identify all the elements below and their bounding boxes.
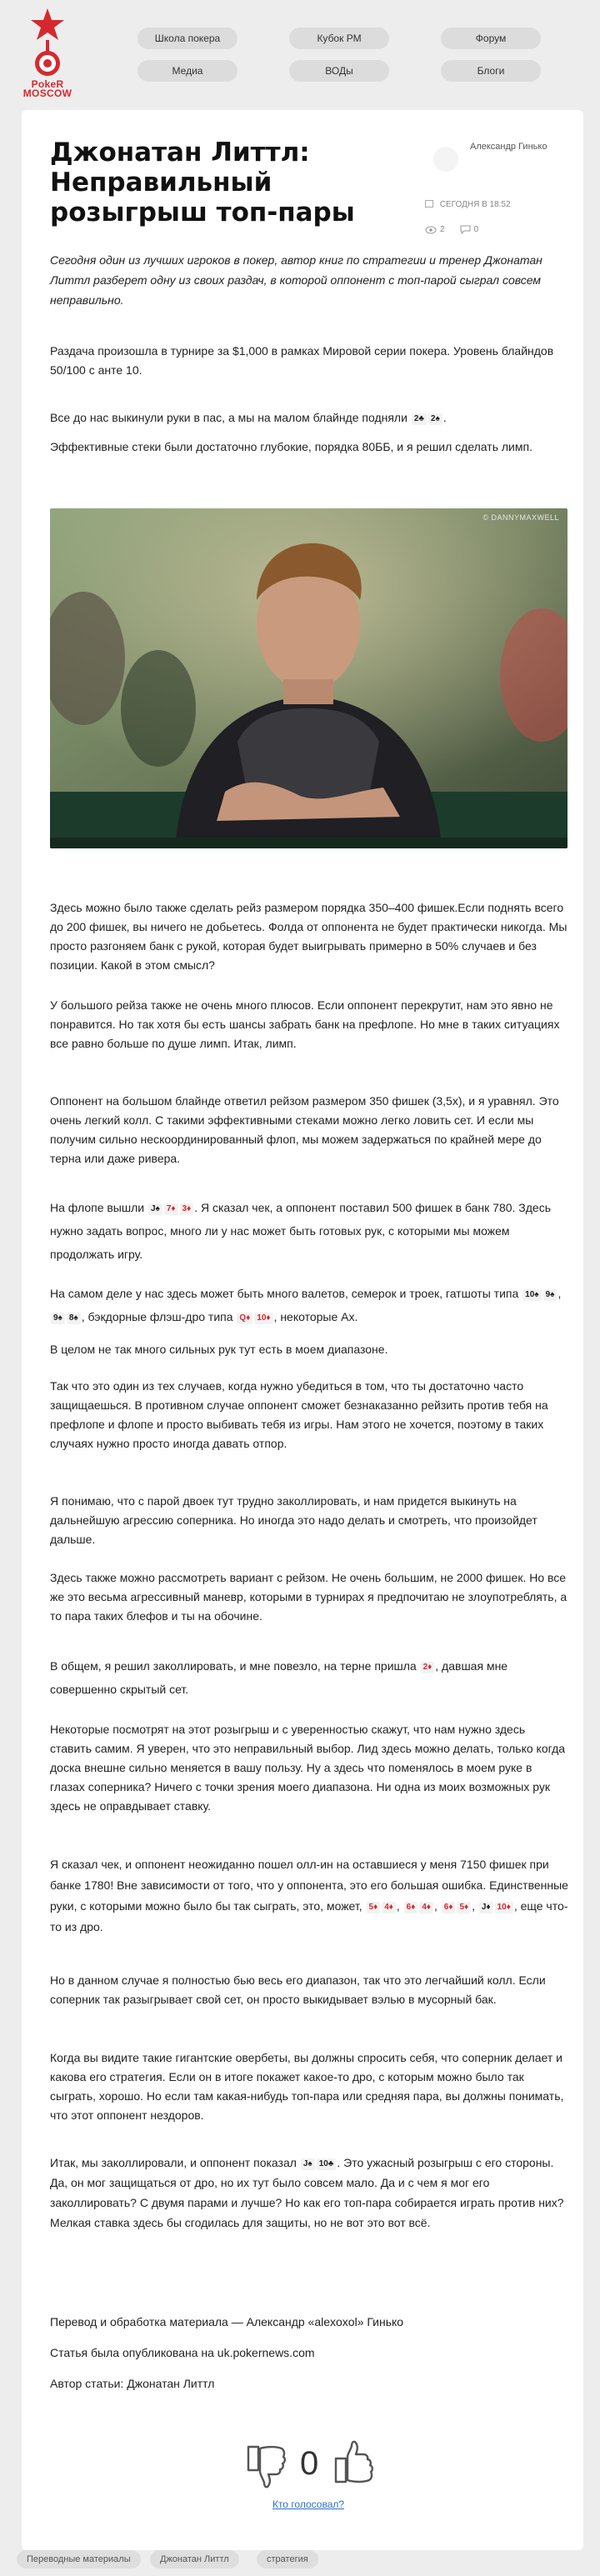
nav-rm-cup[interactable]: Кубок РМ (289, 28, 389, 49)
paragraph: В целом не так много сильных рук тут есть в моем диапазоне. (50, 1343, 388, 1356)
paragraph: Когда вы видите такие гигантские овербеты, вы должны спросить себя, что соперник делает и какова его стратегия. Если он в итоге покажет какое-то дро, с которым можно было так сыграть, хорошо. Но если там какая-нибудь топ-пара или средняя пара, вы должны понимать, что этот оппонент нездоров. (50, 2051, 564, 2122)
playing-card: 10♣ (317, 2158, 337, 2170)
playing-card: 2♣ (412, 413, 427, 425)
playing-card: Q♦ (237, 1313, 252, 1324)
tag-translated-materials[interactable]: Переводные материалы (17, 2550, 141, 2568)
playing-card: 6♦ (442, 1902, 456, 1913)
paragraph: Итак, мы заколлировали, и оппонент показал J♠ 10♣ . Это ужасный розыгрыш с его стороны. Да, он мог защищаться от дро, но их тут было совсем мало. Да и с чем я мог его заколлировать? С двумя парами и лучше? Но как его топ-пара собирается играть против них? Мелкая ставка здесь бы сгодилась для защиты, но не вот это вот всё. (50, 2156, 564, 2229)
source-note: Статья была опубликована на uk.pokernews.com (50, 2346, 315, 2359)
vote-count: 0 (300, 2445, 319, 2482)
playing-card: 8♠ (67, 1313, 81, 1324)
playing-card: 4♦ (382, 1902, 396, 1913)
publish-date: СЕГОДНЯ В 18:52 (425, 200, 511, 209)
paragraph: Все до нас выкинули руки в пас, а мы на малом блайнде подняли 2♣ 2♠ . (50, 411, 447, 424)
nav-media[interactable]: Медиа (138, 60, 238, 82)
paragraph: Некоторые посмотрят на этот розыгрыш и с уверенностью скажут, что нам нужно здесь ставить самим. Я уверен, что это неправильный выбор. Лид здесь можно делать, только когда доска внешне сильно меняется в вашу пользу. Ну а здесь что поменялось в моем руке в глазах соперника? Ничего с точки зрения моего диапазона. Ни одна из моих возможных рук здесь не оправдывает ставку. (50, 1723, 566, 1813)
tag-jonathan-little[interactable]: Джонатан Литтл (150, 2550, 239, 2568)
playing-card: 10♦ (495, 1902, 513, 1913)
paragraph: На флопе вышли J♠ 7♦ 3♦ . Я сказал чек, а оппонент поставил 500 фишек в банк 780. Здесь нужно задать вопрос, много ли у нас может быть готовых рук, с которыми мы можем продолжать игру. (50, 1201, 551, 1261)
playing-card: 5♦ (367, 1902, 381, 1913)
article-title: Джонатан Литтл: Неправильный розыгрыш топ-пары (50, 138, 355, 228)
playing-card: 7♦ (164, 1203, 178, 1215)
article-lead: Сегодня один из лучших игроков в покер, автор книг по стратегии и тренер Джонатан Литтл разберет одну из своих раздач, в которой оппонент с топ-парой сыграл совсем неправильно. (50, 253, 542, 307)
playing-card: 2♦ (421, 1662, 435, 1673)
paragraph: У большого рейза также не очень много плюсов. Если оппонент перекрутит, нам это явно не понравится. Но так хотя бы есть шансы забрать банк на префлопе. Но мне в таких ситуациях все равно больше по душе лимп. Итак, лимп. (50, 998, 560, 1050)
views-count: 2 (440, 225, 445, 234)
calendar-icon (425, 200, 433, 208)
thumbs-up-icon[interactable] (329, 2438, 378, 2487)
nav-poker-school[interactable]: Школа покера (138, 28, 238, 49)
playing-card: 9♠ (51, 1313, 65, 1324)
paragraph: Я сказал чек, и оппонент неожиданно пошел олл-ин на оставшиеся у меня 7150 фишек при банке 1780! Вне зависимости от того, что у оппонента, это его большая ошибка. Единственные руки, с которыми можно было бы так сыграть, это, может, 5♦ 4♦ , 6♦ 4♦ , 6♦ 5♦ , J♦ 10♦ , еще что-то из дро. (50, 1858, 568, 1933)
comment-icon (460, 225, 471, 234)
paragraph: На самом деле у нас здесь может быть много валетов, семерок и троек, гатшоты типа 10♠ 9♠ , 9♠ 8♠ , бэкдорные флэш-дро типа Q♦ 10♦ , некоторые Ax. (50, 1287, 562, 1323)
paragraph: Я понимаю, что с парой двоек тут трудно заколлировать, и нам придется выкинуть на дальнейшую агрессию соперника. Но иногда это надо делать и смотреть, что произойдет дальше. (50, 1494, 538, 1546)
paragraph: Так что это один из тех случаев, когда нужно убедиться в том, что ты достаточно часто защищаешься. В противном случае оппонент сможет безнаказанно рейзить против тебя на префлопе и флопе и просто выбивать тебя из игры. Нам этого не хочется, поэтому в таких случаях нужно просто иногда давать отпор. (50, 1379, 548, 1450)
playing-card: 4♦ (419, 1902, 433, 1913)
playing-card: J♠ (301, 2158, 315, 2170)
paragraph: Здесь можно было также сделать рейз размером порядка 350–400 фишек.Если поднять всего до 200 фишек, вы ничего не добьетесь. Фолда от оппонента не будет практически никогда. Мы просто разгоняем банк с рукой, которая будет выигрывать примерно в 50% случаев и без позиции. Какой в этом смысл? (50, 901, 568, 972)
nav-blogs[interactable]: Блоги (441, 60, 541, 82)
poker-moscow-logo[interactable] (18, 7, 77, 100)
translation-credit: Перевод и обработка материала — Александр «alexoxol» Гинько (50, 2315, 404, 2328)
paragraph: Но в данном случае я полностью бью весь его диапазон, так что это легчайший колл. Если соперник так разыгрывает свой сет, он просто выкидывает вэлью в мусорный бак. (50, 1973, 546, 2006)
tag-strategy[interactable]: стратегия (257, 2550, 318, 2568)
logo-wordmark: PokeR MOSCOW (22, 78, 72, 99)
author-name[interactable]: Александр Гинько (470, 142, 548, 152)
eye-icon (425, 226, 437, 234)
paragraph: Раздача произошла в турнире за $1,000 в рамках Мировой серии покера. Уровень блайндов 50/100 с анте 10. (50, 344, 554, 377)
article-stats (425, 225, 478, 234)
playing-card: 10♠ (522, 1289, 541, 1301)
paragraph: Эффективные стеки были достаточно глубокие, порядка 80ББ, и я решил сделать лимп. (50, 440, 532, 453)
playing-card: 3♦ (180, 1203, 194, 1215)
author-avatar[interactable] (433, 147, 458, 172)
comments-count[interactable]: 0 (473, 225, 479, 234)
playing-card: 10♦ (254, 1313, 272, 1324)
who-voted-link[interactable]: Кто голосовал? (272, 2498, 345, 2510)
logo-emblem-icon (18, 7, 77, 80)
nav-forum[interactable]: Форум (441, 28, 541, 49)
playing-card: 6♦ (404, 1902, 418, 1913)
paragraph: Оппонент на большом блайнде ответил рейзом размером 350 фишек (3,5x), и я уравнял. Это очень легкий колл. С такими эффективными стеками можно легко ловить сет. И если мы получим сильно нескоординированный флоп, мы можем задержаться по крайней мере до терна или даже ривера. (50, 1094, 559, 1165)
nav-vods[interactable]: ВОДы (289, 60, 389, 82)
playing-card: 2♠ (428, 413, 442, 425)
playing-card: 5♦ (457, 1902, 471, 1913)
article-byline: Автор статьи: Джонатан Литтл (50, 2377, 215, 2390)
playing-card: J♠ (148, 1203, 162, 1215)
article-photo (50, 508, 568, 848)
playing-card: J♦ (479, 1902, 493, 1913)
paragraph: В общем, я решил заколлировать, и мне повезло, на терне пришла 2♦ , давшая мне совершенно скрытый сет. (50, 1659, 508, 1696)
thumbs-down-icon[interactable] (242, 2442, 290, 2490)
paragraph: Здесь также можно рассмотреть вариант с рейзом. Не очень большим, не 2000 фишек. Но все же это весьма агрессивный маневр, которыми в турнирах я предпочитаю не злоупотреблять, а то пара таких блефов и ты на обочине. (50, 1571, 568, 1623)
playing-card: 9♠ (543, 1289, 558, 1301)
photo-watermark: © DANNYMAXWELL (482, 513, 559, 522)
vote-widget (242, 2442, 375, 2492)
site-header (0, 0, 600, 108)
